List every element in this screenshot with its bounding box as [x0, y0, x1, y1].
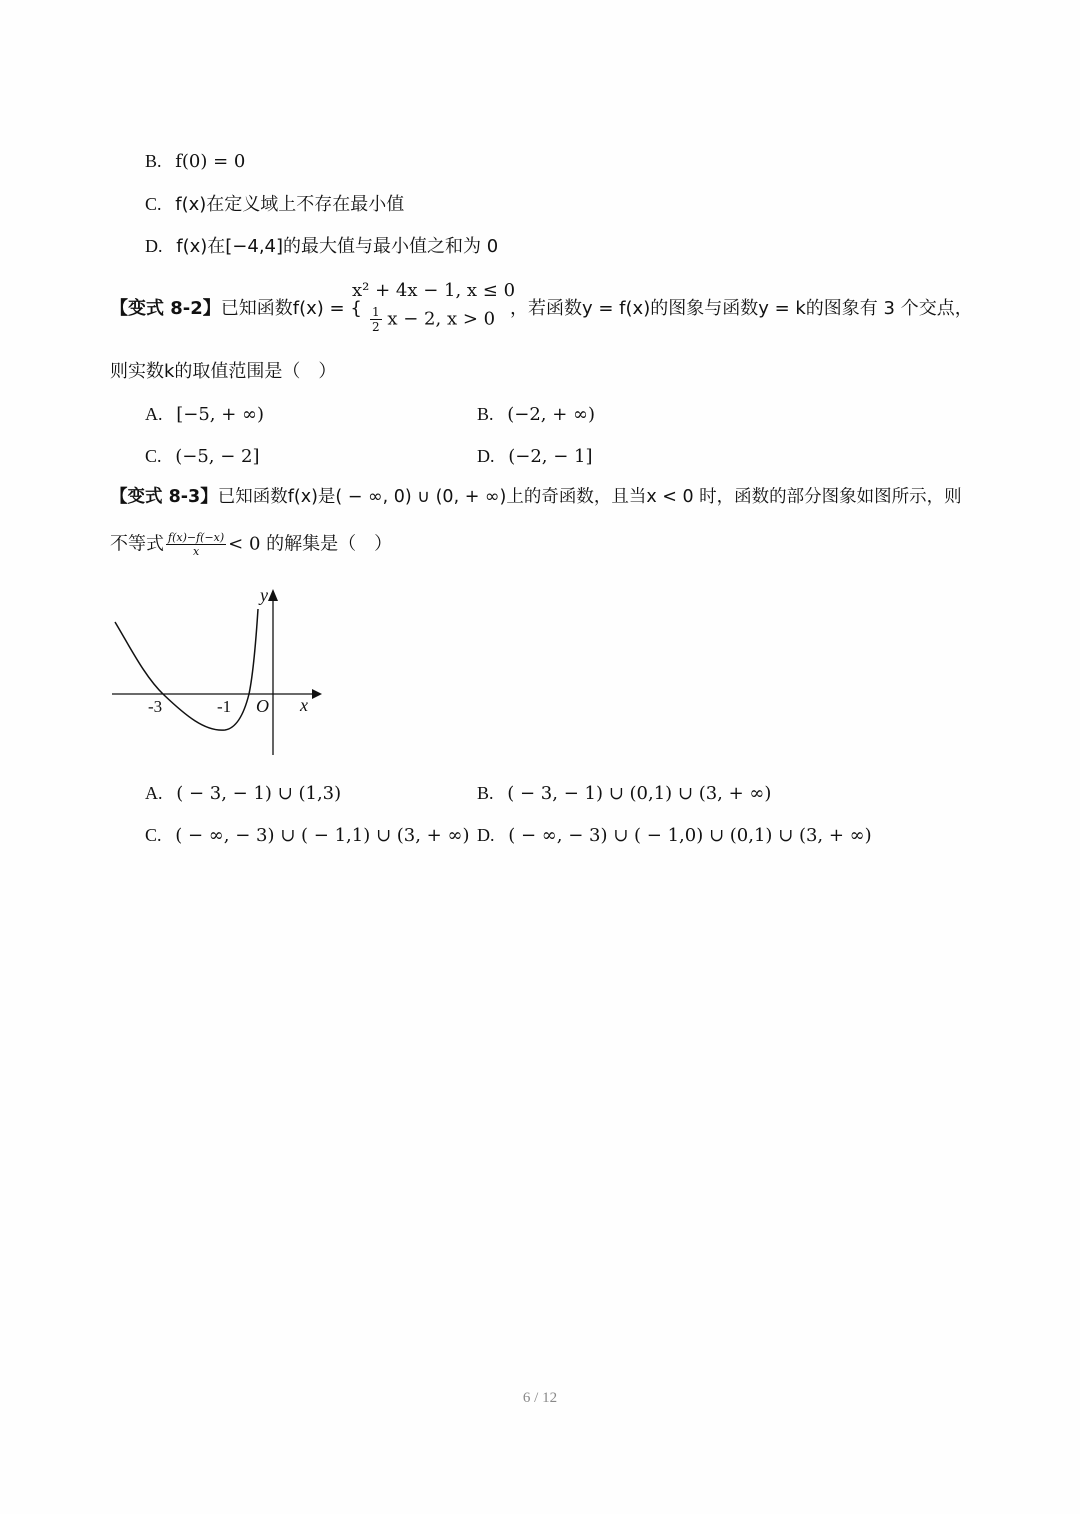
- q8-2-stem-line2: 则实数k的取值范围是（ ）: [110, 361, 337, 382]
- option-text: f(x)在定义域上不存在最小值: [175, 194, 405, 215]
- inequality-fraction: $\frac{f(x)-f(-x)}{x}$: [168, 531, 225, 558]
- q8-2-stem-suffix: ，若函数y = f(x)的图象与函数y = k的图象有 3 个交点，: [510, 298, 973, 319]
- q8-3-stem-line1: [110, 489, 962, 507]
- option-label: C.: [145, 825, 162, 845]
- option-label: A.: [145, 783, 163, 803]
- option-text: ( − ∞, − 3) ∪ ( − 1,0) ∪ (0,1) ∪ (3, + ∞): [508, 825, 872, 846]
- option-label: C.: [145, 446, 162, 466]
- question-tag: 【变式 8-2】: [110, 298, 221, 319]
- tick-label-minus-3: -3: [148, 697, 163, 716]
- option-text: ( − ∞, − 3) ∪ ( − 1,1) ∪ (3, + ∞): [175, 825, 470, 846]
- option-label: C.: [145, 194, 162, 214]
- stem-text: 已知函数f(x)是( − ∞, 0) ∪ (0, + ∞)上的奇函数，且当x < 0 时，函数的部分图象如图所示，则: [217, 487, 962, 507]
- q8-2-option-c[interactable]: [145, 447, 260, 466]
- option-text: ( − 3, − 1) ∪ (1,3): [176, 783, 342, 804]
- q8-2-option-d[interactable]: [477, 447, 593, 466]
- q8-3-option-a[interactable]: [145, 784, 341, 803]
- option-label: B.: [145, 151, 162, 171]
- q8-2-stem-line1: [110, 300, 362, 318]
- q8-3-option-d[interactable]: [477, 826, 872, 845]
- q8-1-option-b: [145, 152, 245, 171]
- function-curve: [115, 609, 258, 730]
- option-text: f(x)在[−4,4]的最大值与最小值之和为 0: [176, 236, 499, 257]
- question-tag: 【变式 8-3】: [110, 487, 218, 507]
- q8-2-option-b[interactable]: [477, 405, 595, 424]
- stem-prefix: 不等式: [110, 533, 164, 555]
- option-text: [−5, + ∞): [176, 404, 265, 425]
- q8-1-option-d: [145, 237, 498, 256]
- page-number: 6 / 12: [522, 1390, 558, 1406]
- option-text: ( − 3, − 1) ∪ (0,1) ∪ (3, + ∞): [507, 783, 772, 804]
- q8-3-option-c[interactable]: [145, 826, 470, 845]
- stem-prefix: 已知函数f(x) = {: [220, 298, 362, 319]
- tick-label-minus-1: -1: [217, 697, 232, 716]
- option-text: (−5, − 2]: [175, 446, 260, 467]
- piecewise-case-1: x² + 4x − 1, x ≤ 0: [352, 280, 516, 301]
- x-axis-arrow: [312, 689, 322, 699]
- q8-1-option-c: [145, 195, 404, 214]
- q8-3-option-b[interactable]: [477, 784, 771, 803]
- q8-3-stem-line2: [110, 532, 392, 557]
- origin-label: O: [256, 696, 269, 716]
- y-axis-label: y: [260, 585, 268, 605]
- case-2-rest: x − 2, x > 0: [387, 308, 496, 330]
- piecewise-case-2: [370, 306, 495, 333]
- option-label: D.: [145, 236, 163, 256]
- option-label: D.: [477, 446, 495, 466]
- option-text: (−2, − 1]: [508, 446, 593, 467]
- y-axis-arrow: [268, 589, 278, 601]
- function-graph: [100, 585, 330, 765]
- option-text: f(0) = 0: [175, 151, 246, 172]
- option-label: B.: [477, 783, 494, 803]
- stem-suffix: < 0 的解集是（ ）: [228, 533, 393, 555]
- x-axis-label: x: [300, 695, 308, 715]
- option-text: (−2, + ∞): [507, 404, 596, 425]
- half-fraction: $\frac{1}{2}$: [372, 305, 380, 334]
- q8-2-option-a[interactable]: [145, 405, 264, 424]
- option-label: A.: [145, 404, 163, 424]
- option-label: B.: [477, 404, 494, 424]
- option-label: D.: [477, 825, 495, 845]
